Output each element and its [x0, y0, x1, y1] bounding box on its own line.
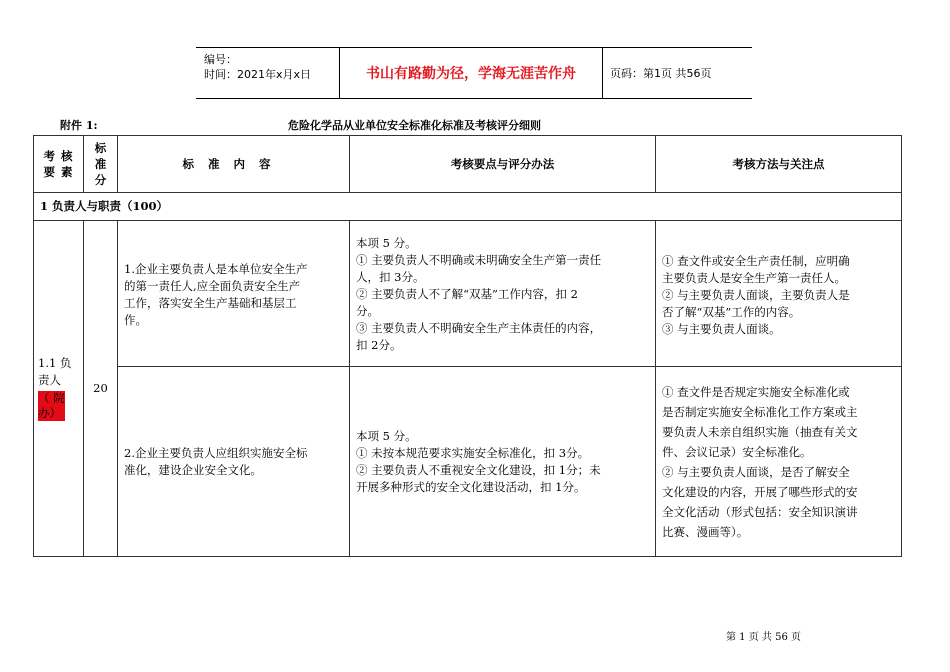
- element-cell: 1.1 负 责人 （ 院 办）: [34, 221, 84, 557]
- table-row: [34, 221, 902, 367]
- standard-cell: 1.企业主要负责人是本单位安全生产 的第一责任人,应全面负责安全生产 工作，落实安全生产基础和基层工 作。: [118, 221, 350, 367]
- time-label: 时间：2021年x月x日: [204, 68, 312, 81]
- header-meta: [196, 48, 339, 98]
- header-motto-cell: [339, 48, 603, 98]
- header-element: 考 核 要 素: [34, 136, 84, 193]
- document-header: [196, 47, 752, 99]
- header-method: 考核方法与关注点: [656, 136, 902, 193]
- section-title: 1 负责人与职责（100）: [34, 193, 902, 221]
- element-note: （ 院 办）: [38, 391, 65, 420]
- table-row: [34, 367, 902, 557]
- points-cell: 本项 5 分。 ① 未按本规范要求实施安全标准化，扣 3分。 ② 主要负责人不重视安全文化建设，扣 1分；未 开展多种形式的安全文化建设活动，扣 1分。: [350, 367, 656, 557]
- attachment-label: 附件 1:: [60, 119, 98, 132]
- page-label: 页码：第1页 共56页: [610, 67, 712, 80]
- header-score: 标 准 分: [84, 136, 118, 193]
- number-label: 编号：: [204, 53, 237, 66]
- section-row: [34, 193, 902, 221]
- standard-cell: 2.企业主要负责人应组织实施安全标 准化，建设企业安全文化。: [118, 367, 350, 557]
- page-footer: 第 1 页 共 56 页: [726, 632, 801, 643]
- score-cell: 20: [84, 221, 118, 557]
- table-header-row: [34, 136, 902, 193]
- document-title: 危险化学品从业单位安全标准化标准及考核评分细则: [288, 119, 541, 132]
- motto-text: 书山有路勤为径，学海无涯苦作舟: [366, 66, 576, 82]
- header-points: 考核要点与评分办法: [350, 136, 656, 193]
- method-cell: ① 查文件或安全生产责任制，应明确 主要负责人是安全生产第一责任人。 ② 与主要负责人面谈，主要负责人是 否了解“双基”工作的内容。 ③ 与主要负责人面谈。: [656, 221, 902, 367]
- method-cell: ① 查文件是否规定实施安全标准化或 是否制定实施安全标准化工作方案或主 要负责人未亲自组织实施（抽查有关文 件、会议记录）安全标准化。 ② 与主要负责人面谈，是否了解安全 文化建设的内容，开展了哪些形式的安 全文化活动（形式包括：安全知识演讲 比赛、漫画等）。: [656, 367, 902, 557]
- scoring-table: [33, 135, 902, 557]
- points-cell: 本项 5 分。 ① 主要负责人不明确或未明确安全生产第一责任 人，扣 3分。 ② 主要负责人不了解“双基”工作内容，扣 2 分。 ③ 主要负责人不明确安全生产主体责任的内容， 扣 2分。: [350, 221, 656, 367]
- header-standard: 标准内容: [118, 136, 350, 193]
